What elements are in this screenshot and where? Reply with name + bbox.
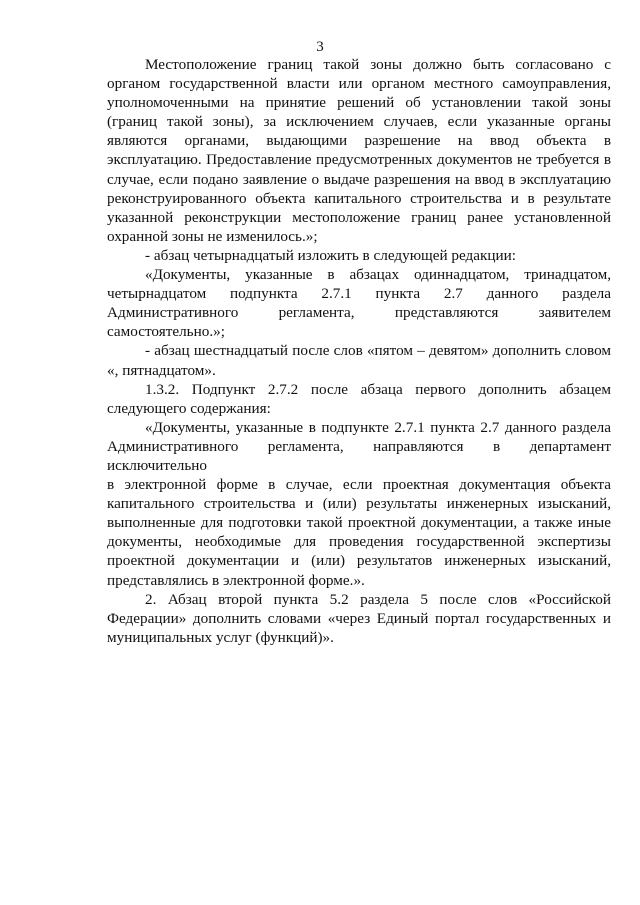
paragraph-subclause-1-3-2	[107, 380, 611, 418]
paragraph-amendment-14	[107, 246, 611, 265]
text-line: (границ такой зоны), за исключением случаев, если указанные органы	[107, 113, 611, 131]
text-line: охранной зоны не изменилось.»;	[107, 227, 318, 245]
text-line: «, пятнадцатом».	[107, 361, 216, 379]
paragraph-quoted-documents	[107, 265, 611, 341]
text-line: четырнадцатом подпункта 2.7.1 пункта 2.7 данного раздела	[107, 285, 611, 303]
text-line: уполномоченными на принятие решений об установлении такой зоны	[107, 94, 611, 112]
text-line: Местоположение границ такой зоны должно быть согласовано с	[145, 56, 611, 73]
text-line: выполненные для подготовки такой проектной документации, а также иные	[107, 514, 611, 532]
text-line: указанной реконструкции местоположение границ ранее установленной	[107, 208, 611, 226]
text-line: 2. Абзац второй пункта 5.2 раздела 5 после слов «Российской	[145, 590, 611, 608]
text-line: органом государственной власти или органом местного самоуправления,	[107, 75, 611, 93]
text-line: «Документы, указанные в абзацах одиннадцатом, тринадцатом,	[145, 266, 611, 284]
text-line: - абзац четырнадцатый изложить в следующей редакции:	[145, 246, 516, 264]
text-line: Федерации» дополнить словами «через Единый портал государственных и	[107, 609, 611, 627]
paragraph-zone-boundaries	[107, 55, 611, 246]
text-line: проектной документации и (или) результатов инженерных изысканий,	[107, 552, 611, 570]
text-line: - абзац шестнадцатый после слов «пятом – девятом» дополнить словом	[145, 342, 611, 360]
text-line: представлялись в электронной форме.».	[107, 571, 365, 589]
text-line: случае, если подано заявление о выдаче разрешения на ввод в эксплуатацию	[107, 170, 611, 188]
text-line: эксплуатацию. Предоставление предусмотренных документов не требуется в	[107, 151, 611, 169]
text-line: реконструированного объекта капитального строительства и в результате	[107, 189, 611, 207]
text-line: муниципальных услуг (функций)».	[107, 628, 334, 646]
text-line: Административного регламента, направляются в департамент исключительно	[107, 437, 611, 474]
text-line: 1.3.2. Подпункт 2.7.2 после абзаца первого дополнить абзацем	[145, 380, 611, 398]
text-line: в электронной форме в случае, если проектная документация объекта	[107, 476, 611, 494]
text-line: самостоятельно.»;	[107, 323, 225, 341]
text-line: капитального строительства и (или) результаты инженерных изысканий,	[107, 495, 611, 513]
document-body	[107, 55, 611, 647]
text-line: Административного регламента, представляются заявителем	[107, 304, 611, 322]
text-line: следующего содержания:	[107, 399, 271, 417]
text-line: являются органами, выдающими разрешение на ввод объекта в	[107, 132, 611, 150]
text-line: «Документы, указанные в подпункте 2.7.1 пункта 2.7 данного раздела	[145, 418, 611, 436]
paragraph-clause-2	[107, 590, 611, 647]
paragraph-amendment-16	[107, 341, 611, 379]
page-number: 3	[316, 39, 324, 55]
paragraph-electronic-documents	[107, 418, 611, 590]
text-line: документы, необходимые для проведения государственной экспертизы	[107, 533, 611, 551]
